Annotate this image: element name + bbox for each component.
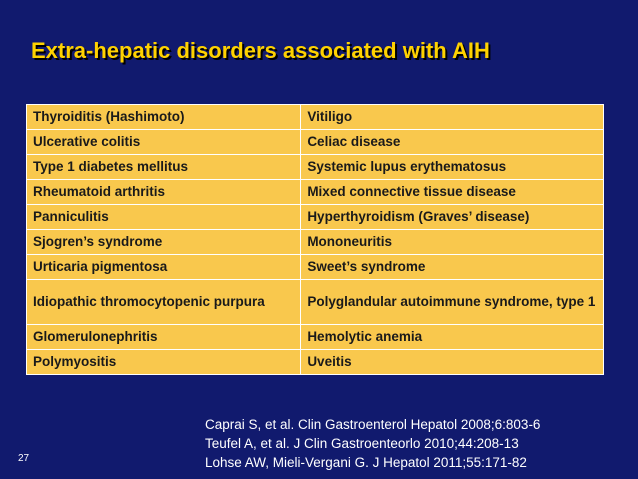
table-cell: Rheumatoid arthritis [27,180,301,205]
disorders-table-container [26,104,604,375]
table-cell: Mixed connective tissue disease [301,180,604,205]
references [205,415,540,472]
slide-title: Extra-hepatic disorders associated with AIH [31,38,490,63]
table-row [27,155,604,180]
table-cell: Polyglandular autoimmune syndrome, type 1 [301,280,604,325]
table-cell: Glomerulonephritis [27,325,301,350]
disorders-table [26,104,604,375]
table-cell: Sweet’s syndrome [301,255,604,280]
table-cell: Hemolytic anemia [301,325,604,350]
table-cell: Mononeuritis [301,230,604,255]
table-cell: Thyroiditis (Hashimoto) [27,105,301,130]
table-cell: Ulcerative colitis [27,130,301,155]
table-cell: Idiopathic thromocytopenic purpura [27,280,301,325]
table-cell: Vitiligo [301,105,604,130]
table-cell: Panniculitis [27,205,301,230]
table-row [27,280,604,325]
table-cell: Celiac disease [301,130,604,155]
table-cell: Uveitis [301,350,604,375]
table-row [27,255,604,280]
reference-line: Caprai S, et al. Clin Gastroenterol Hepatol 2008;6:803-6 [205,417,541,432]
table-cell: Sjogren’s syndrome [27,230,301,255]
table-row [27,350,604,375]
table-row [27,130,604,155]
table-cell: Urticaria pigmentosa [27,255,301,280]
table-row [27,325,604,350]
table-row [27,105,604,130]
table-cell: Systemic lupus erythematosus [301,155,604,180]
table-row [27,230,604,255]
table-row [27,205,604,230]
table-cell: Polymyositis [27,350,301,375]
reference-line: Teufel A, et al. J Clin Gastroenteorlo 2010;44:208-13 [205,436,519,451]
reference-line: Lohse AW, Mieli-Vergani G. J Hepatol 2011;55:171-82 [205,455,527,470]
slide-number: 27 [18,453,30,464]
table-row [27,180,604,205]
table-cell: Type 1 diabetes mellitus [27,155,301,180]
table-cell: Hyperthyroidism (Graves’ disease) [301,205,604,230]
